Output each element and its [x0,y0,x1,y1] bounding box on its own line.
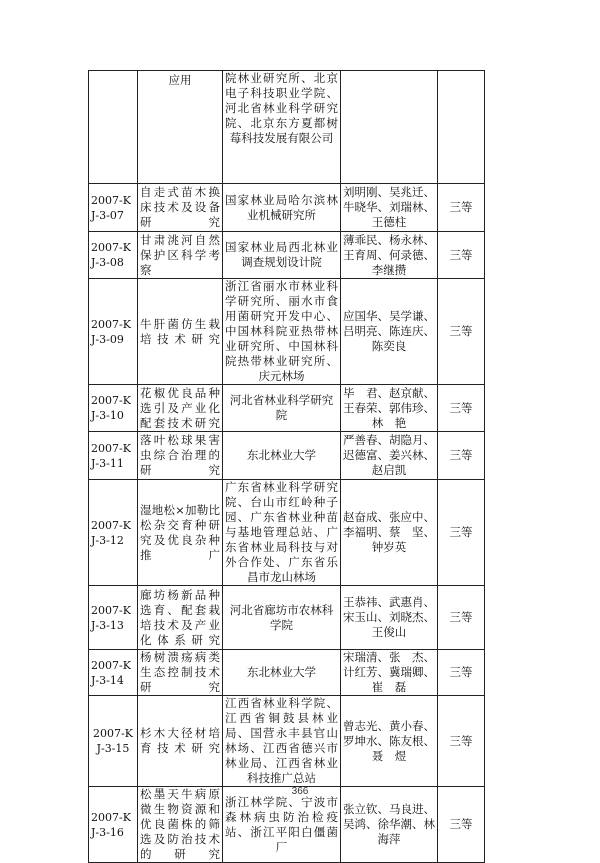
award-id: 2007-KJ-3-10 [89,385,138,432]
completing-units: 广东省林业科学研究院、台山市红岭种子园、广东省林业种苗与基地管理总站、广东省林业局科技与对外合作处、广东省乐昌市龙山林场 [223,480,341,586]
project-name: 甘肃洮河自然保护区科学考察 [138,232,223,279]
table-row [89,184,485,232]
completing-units: 东北林业大学 [223,650,341,696]
award-grade: 三等 [438,696,485,787]
project-name: 落叶松球果害虫综合治理的研究 [138,432,223,480]
award-id: 2007-KJ-3-09 [89,279,138,385]
main-contributors: 毕 君、赵京献、王春荣、郭伟珍、林 艳 [341,385,438,432]
main-contributors [341,71,438,184]
award-id: 2007-KJ-3-11 [89,432,138,480]
project-name: 杉木大径材培育技术研究 [138,696,223,787]
award-grade: 三等 [438,586,485,650]
award-grade: 三等 [438,480,485,586]
award-grade: 三等 [438,787,485,863]
table-row [89,432,485,480]
main-contributors: 宋瑞清、张 杰、计红芳、冀瑞卿、崔 磊 [341,650,438,696]
completing-units: 国家林业局哈尔滨林业机械研究所 [223,184,341,232]
award-id: 2007-KJ-3-12 [89,480,138,586]
completing-units: 东北林业大学 [223,432,341,480]
completing-units: 浙江省丽水市林业科学研究所、丽水市食用菌研究开发中心、中国林科院亚热带林业研究所、中国林科院热带林业研究所、庆元林场 [223,279,341,385]
table-row [89,71,485,184]
project-name: 自走式苗木换床技术及设备研究 [138,184,223,232]
table-row [89,232,485,279]
table-row [89,787,485,863]
table-row [89,480,485,586]
project-name: 松墨天牛病原微生物资源和优良菌株的筛选及防治技术的研究 [138,787,223,863]
completing-units: 河北省林业科学研究院 [223,385,341,432]
table-row [89,650,485,696]
project-name: 应用 [138,71,223,184]
main-contributors: 曾志光、黄小春、罗坤水、陈友根、聂 煜 [341,696,438,787]
award-grade [438,71,485,184]
award-grade: 三等 [438,385,485,432]
main-contributors: 张立钦、马良进、吴鸿、徐华潮、林海萍 [341,787,438,863]
award-id: 2007-KJ-3-13 [89,586,138,650]
project-name: 杨树溃疡病类生态控制技术研究 [138,650,223,696]
award-id: 2007-KJ-3-08 [89,232,138,279]
award-id [89,71,138,184]
main-contributors: 严善春、胡隐月、迟德富、姜兴林、赵启凯 [341,432,438,480]
completing-units: 国家林业局西北林业调查规划设计院 [223,232,341,279]
project-name: 牛肝菌仿生栽培技术研究 [138,279,223,385]
award-id: 2007-KJ-3-15 [89,696,138,787]
table-row [89,696,485,787]
table-row [89,385,485,432]
award-id: 2007-KJ-3-16 [89,787,138,863]
award-id: 2007-KJ-3-14 [89,650,138,696]
page-number: 366 [291,786,309,797]
awards-table [88,70,485,863]
award-grade: 三等 [438,184,485,232]
main-contributors: 王恭祎、武惠肖、宋玉山、刘晓杰、王俊山 [341,586,438,650]
award-id: 2007-KJ-3-07 [89,184,138,232]
project-name: 廊坊杨新品种选育、配套栽培技术及产业化体系研究 [138,586,223,650]
project-name: 湿地松×加勒比松杂交育种研究及优良杂种推广 [138,480,223,586]
award-grade: 三等 [438,232,485,279]
main-contributors: 薄乖民、杨永林、王育周、何录德、李继攒 [341,232,438,279]
main-contributors: 赵奋成、张应中、李福明、蔡 坚、钟岁英 [341,480,438,586]
table-row [89,279,485,385]
completing-units: 浙江林学院、宁波市森林病虫防治检疫站、浙江平阳白僵菌厂 [223,787,341,863]
project-name: 花椒优良品种选引及产业化配套技术研究 [138,385,223,432]
award-grade: 三等 [438,432,485,480]
completing-units: 河北省廊坊市农林科学院 [223,586,341,650]
award-grade: 三等 [438,279,485,385]
main-contributors: 刘明刚、吴兆迁、牛晓华、刘瑞林、王德柱 [341,184,438,232]
award-grade: 三等 [438,650,485,696]
main-contributors: 应国华、吴学谦、吕明亮、陈连庆、陈奕良 [341,279,438,385]
completing-units: 江西省林业科学院、江西省铜鼓县林业局、国营永丰县官山林场、江西省德兴市林业局、江西省林业科技推广总站 [223,696,341,787]
completing-units: 院林业研究所、北京电子科技职业学院、河北省林业科学研究院、北京东方夏都树莓科技发展有限公司 [223,71,341,184]
table-row [89,586,485,650]
